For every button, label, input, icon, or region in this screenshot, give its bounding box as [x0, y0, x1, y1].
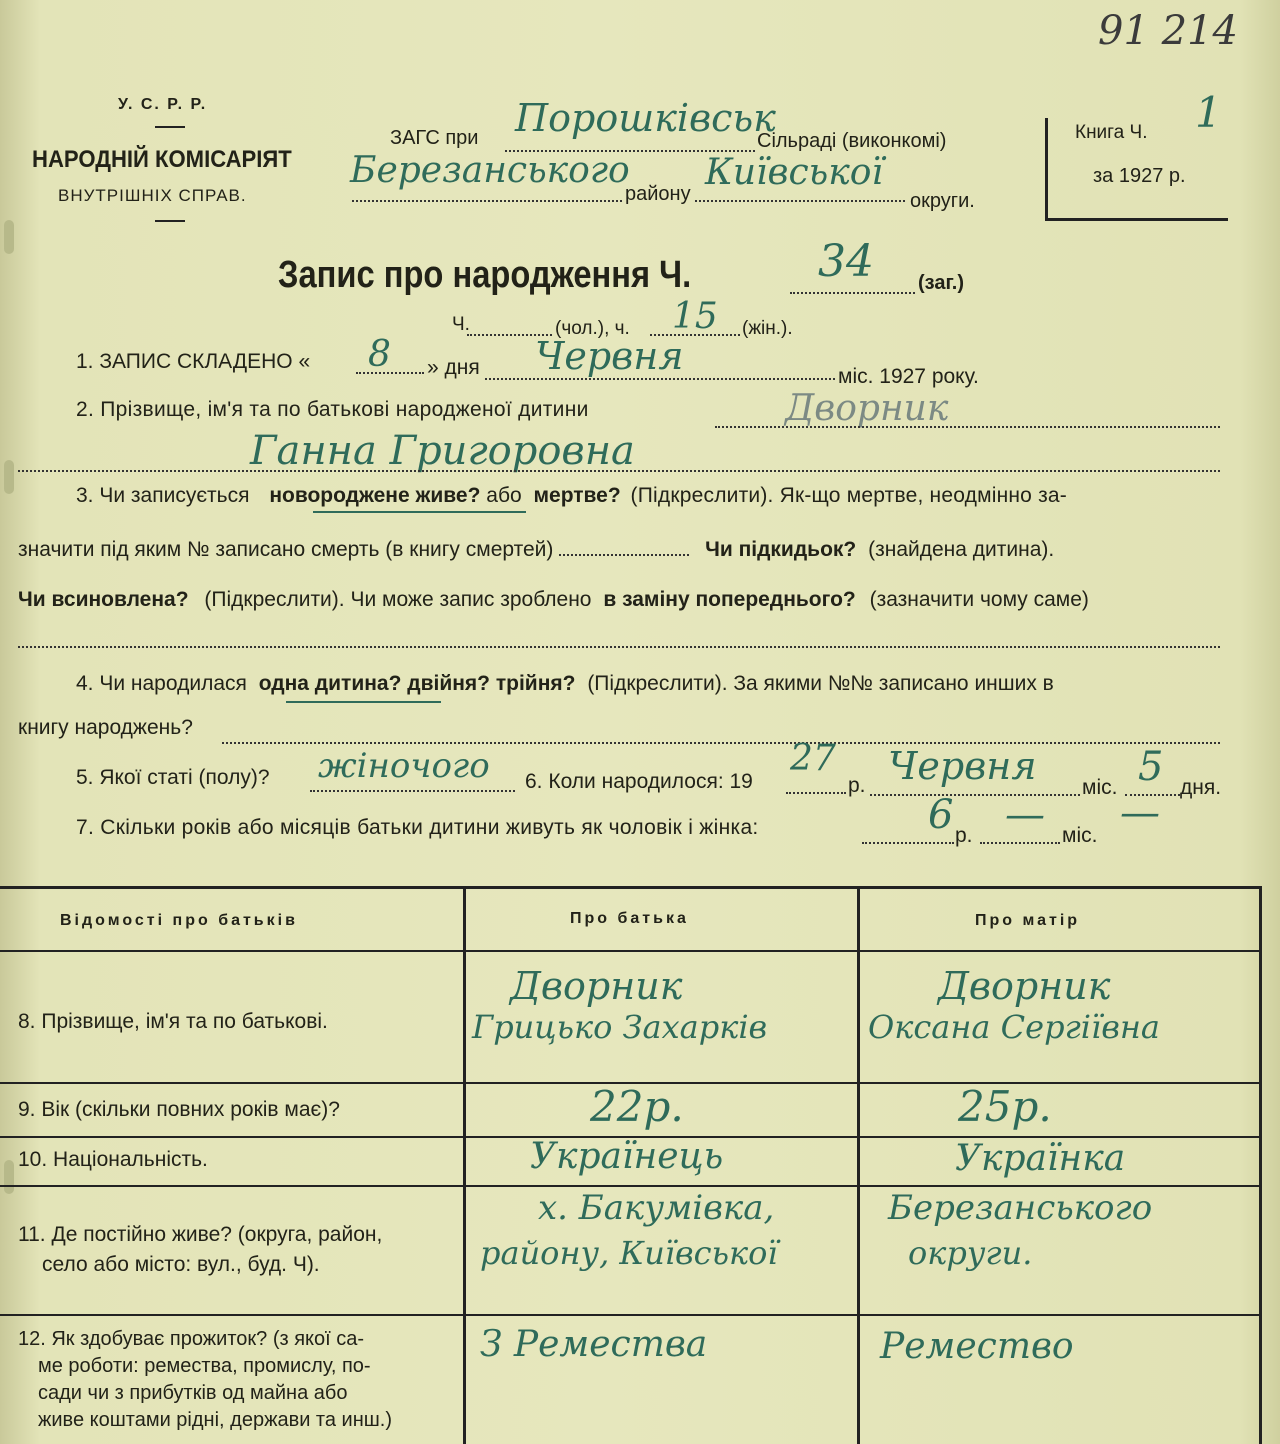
row10-label: 10. Національність.: [18, 1148, 208, 1171]
item3-l: (зазначити чому саме): [869, 588, 1089, 611]
item3-dead[interactable]: мертве?: [533, 484, 621, 507]
mother-age: 25р.: [958, 1082, 1052, 1131]
row12-label-line4: живе коштами рідні, держави та инш.): [38, 1409, 393, 1431]
birth-month-line: [870, 794, 1080, 796]
item3-a: 3. Чи записується: [76, 484, 250, 507]
item6-dnya: дня.: [1180, 776, 1222, 799]
item1-day-handwritten: 8: [368, 334, 391, 375]
sex-line: [310, 790, 515, 792]
item3-adopted[interactable]: Чи всиновлена?: [18, 588, 189, 611]
sex-handwritten: жіночого: [318, 746, 490, 786]
mother-occupation: Ремество: [880, 1326, 1074, 1367]
title-suffix: (заг.): [918, 272, 965, 294]
father-nationality: Українець: [530, 1136, 724, 1177]
item3-replacement[interactable]: в заміну попереднього?: [603, 588, 856, 611]
child-name-handwritten: Ганна Григоровна: [250, 428, 635, 474]
book-year: за 1927 р.: [1093, 165, 1186, 187]
item1-month-line: [485, 378, 835, 380]
item3-j: (Підкреслити). Чи може запис зроблено: [204, 588, 592, 611]
death-number-line: [559, 554, 689, 556]
female-count-handwritten: 15: [672, 296, 718, 337]
months-line: [980, 842, 1060, 844]
father-surname: Дворник: [510, 964, 683, 1008]
archive-number: 91 214: [1098, 8, 1238, 54]
row12-label-line3: сади чи з прибутків од майна або: [38, 1382, 348, 1404]
item7-label: 7. Скільки років або місяців батьки дитини живуть як чоловік і жінка:: [76, 816, 759, 839]
item7-r: р.: [955, 824, 973, 847]
okrug-label: округи.: [910, 190, 975, 212]
mother-residence-1: Березанського: [888, 1188, 1153, 1228]
table-header-border: [0, 950, 1262, 952]
header-father: Про батька: [570, 910, 689, 927]
years-handwritten: 6: [928, 792, 954, 838]
book-label: Книга Ч.: [1075, 122, 1148, 143]
parents-table: [0, 886, 1280, 1444]
row11-label: [18, 1220, 382, 1280]
item3-line1: [76, 484, 1067, 508]
item6-r: р.: [848, 774, 866, 797]
row12-label-line2: ме роботи: ремества, промислу, по-: [38, 1355, 371, 1377]
underline-one-child: [286, 701, 441, 703]
record-number-handwritten: 34: [818, 236, 874, 287]
table-border-top: [0, 886, 1262, 889]
father-occupation: З Ремества: [480, 1324, 708, 1365]
item4-options[interactable]: одна дитина? двійня? трійня?: [258, 672, 576, 695]
mother-residence-2: округи.: [908, 1234, 1033, 1272]
item3-line2: [18, 538, 1054, 562]
district-field-line: [352, 200, 622, 202]
father-residence-1: х. Бакумівка,: [538, 1188, 775, 1228]
item4-d: книгу народжень?: [18, 716, 193, 739]
state-label: У. С. Р. Р.: [118, 96, 208, 113]
item3-h: (знайдена дитина).: [868, 538, 1055, 561]
row12-label: [18, 1326, 392, 1434]
male-prefix: Ч.: [452, 314, 470, 335]
binder-hole: [4, 460, 14, 494]
commissariat-label: НАРОДНІЙ КОМІСАРІЯТ: [32, 146, 292, 173]
item3-line3: [18, 588, 1089, 612]
item3-reason-line: [18, 646, 1220, 648]
village-handwritten: Порошківськ: [515, 96, 776, 140]
item5-label: 5. Якої статі (полу)?: [76, 766, 270, 789]
child-surname-handwritten: Дворник: [785, 388, 949, 429]
underline-alive: [313, 511, 526, 513]
item1-label: 1. ЗАПИС СКЛАДЕНО «: [76, 350, 311, 373]
row9-label: 9. Вік (скільки повних років має)?: [18, 1098, 340, 1121]
mother-nationality: Українка: [955, 1138, 1126, 1179]
col-divider: [857, 886, 860, 1444]
item3-c: або: [486, 484, 522, 507]
birth-year-line: [786, 792, 846, 794]
father-age: 22р.: [590, 1082, 684, 1131]
header-info: Відомості про батьків: [60, 912, 298, 929]
okrug-handwritten: Київської: [705, 152, 883, 193]
table-border-right: [1259, 886, 1262, 1444]
item6-mis: міс.: [1082, 776, 1118, 799]
child-surname-line: [715, 426, 1220, 428]
row8-label: 8. Прізвище, ім'я та по батькові.: [18, 1010, 328, 1033]
department-label: ВНУТРІШНІХ СПРАВ.: [58, 186, 247, 205]
item7-mis: міс.: [1062, 824, 1098, 847]
female-label: (жін.).: [742, 318, 793, 339]
birth-day-handwritten: 5: [1138, 744, 1164, 790]
village-suffix: Сільраді (виконкомі): [757, 130, 947, 152]
item3-foundling[interactable]: Чи підкидьок?: [705, 538, 857, 561]
father-name: Грицько Захарків: [472, 1008, 768, 1046]
mother-name: Оксана Сергіївна: [868, 1008, 1160, 1046]
zags-prefix: ЗАГС при: [390, 127, 479, 149]
row11-label-line1: 11. Де постійно живе? (округа, район,: [18, 1223, 383, 1246]
row12-label-line1: 12. Як здобуває прожиток? (з якої са-: [18, 1328, 365, 1350]
record-number-line: [790, 292, 915, 294]
father-residence-2: району, Київської: [480, 1234, 778, 1272]
child-name-line: [18, 470, 1220, 472]
item4-c: (Підкреслити). За якими №№ записано инших в: [587, 672, 1054, 695]
district-handwritten: Березанського: [350, 150, 630, 191]
item4-a: 4. Чи народилася: [76, 672, 247, 695]
book-number-handwritten: 1: [1195, 88, 1222, 137]
col-divider: [463, 886, 466, 1444]
header-mother: Про матір: [975, 912, 1081, 929]
male-label: (чол.), ч.: [555, 318, 630, 339]
item2-label: 2. Прізвище, ім'я та по батькові народженої дитини: [76, 398, 589, 421]
item3-alive[interactable]: новороджене живе?: [269, 484, 481, 507]
item3-e: (Підкреслити). Як-що мертве, неодмінно за-: [630, 484, 1067, 507]
binder-hole: [4, 220, 14, 254]
divider: [155, 126, 185, 128]
page-title: Запис про народження Ч.: [278, 254, 692, 296]
district-label: району: [625, 183, 691, 205]
item1-day-line: [356, 372, 424, 374]
item1-suffix: міс. 1927 року.: [838, 365, 979, 388]
row-border: [0, 1314, 1262, 1316]
birth-month-handwritten: Червня: [888, 744, 1037, 788]
item1-mid: » дня: [427, 356, 480, 379]
okrug-field-line: [695, 200, 905, 202]
years-line: [862, 842, 954, 844]
divider: [155, 220, 185, 222]
item4-line1: [76, 672, 1054, 696]
item1-month-handwritten: Червня: [535, 334, 684, 378]
item6-label: 6. Коли народилося: 19: [525, 770, 753, 793]
birth-year-handwritten: 27: [790, 738, 836, 779]
item4-numbers-line: [222, 742, 1220, 744]
row-border: [0, 1185, 1262, 1187]
item3-f: значити під яким № записано смерть (в книгу смертей): [18, 538, 554, 561]
months2-handwritten: —: [1120, 790, 1160, 836]
row11-label-line2: село або місто: вул., буд. Ч).: [42, 1253, 320, 1276]
months-handwritten: —: [1005, 792, 1045, 838]
mother-surname: Дворник: [938, 964, 1111, 1008]
